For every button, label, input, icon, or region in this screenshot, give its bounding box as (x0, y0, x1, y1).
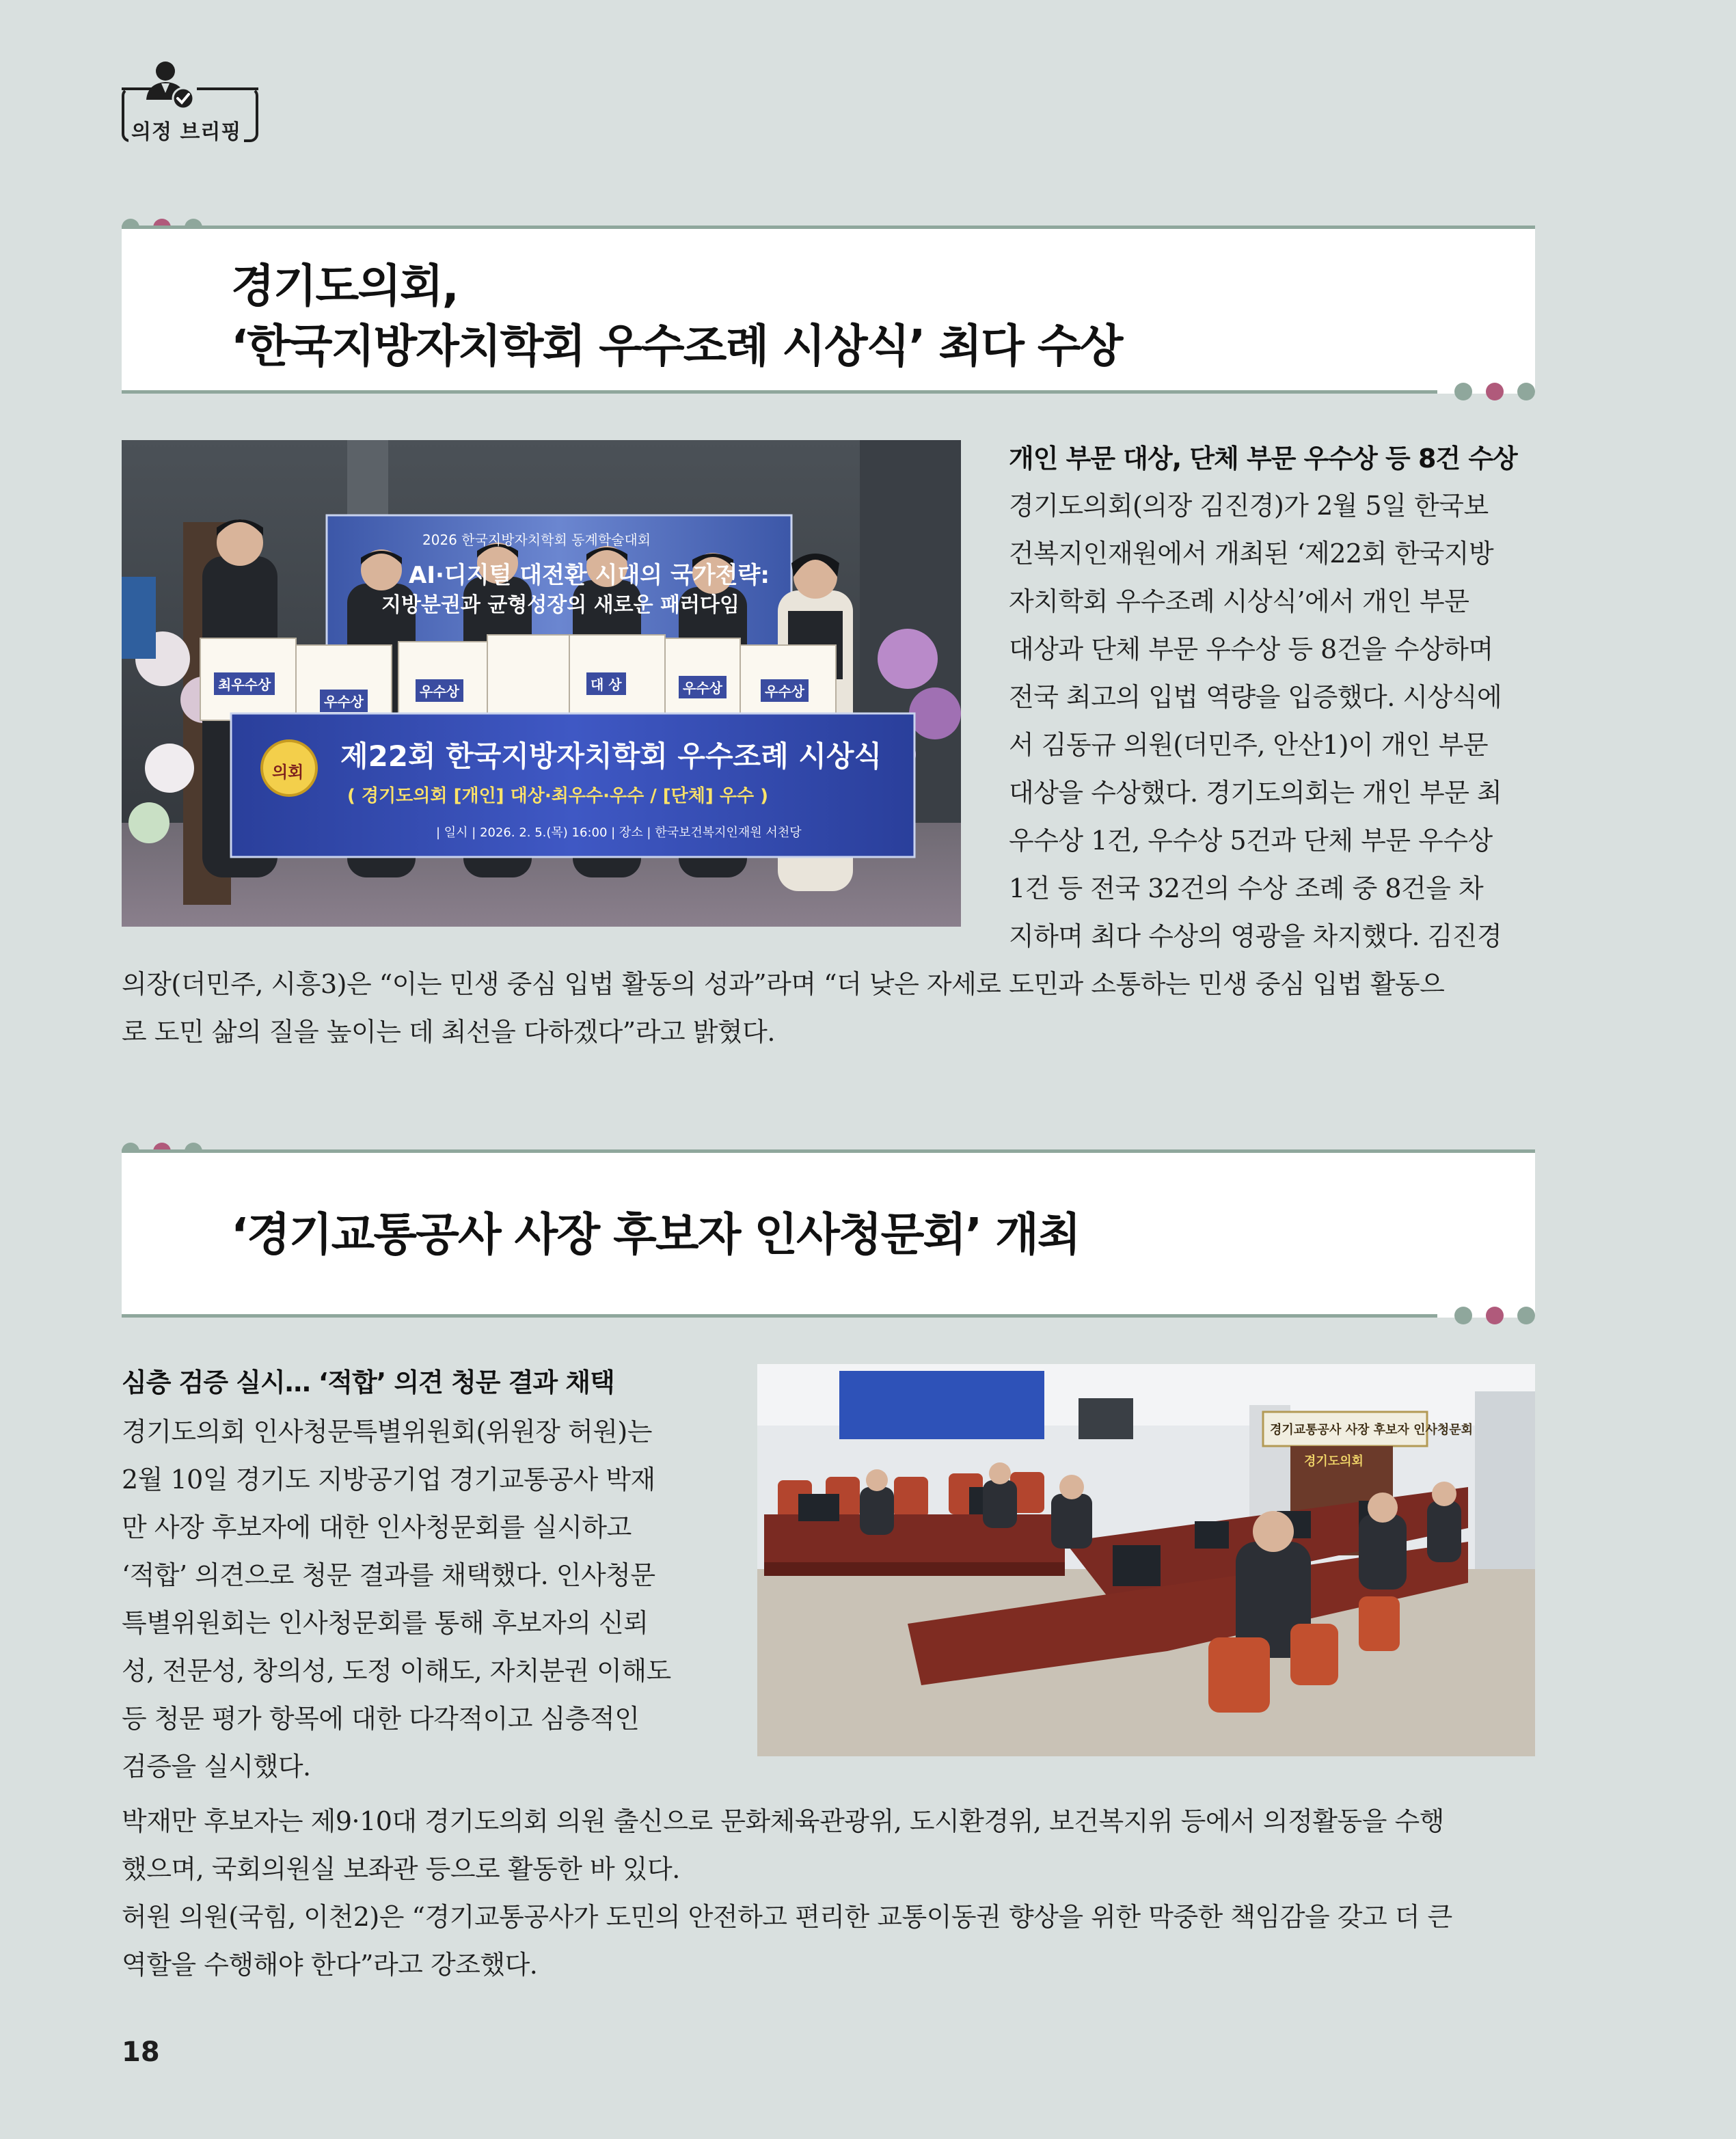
body-line: 경기도의회 인사청문특별위원회(위원장 허원)는 (122, 1417, 652, 1447)
body-line: 경기도의회(의장 김진경)가 2월 5일 한국보 (1009, 491, 1489, 521)
cert-label-4: 대 상 (586, 672, 626, 695)
body-line: 전국 최고의 입법 역량을 입증했다. 시상식에 (1009, 682, 1502, 712)
article1-body-full (122, 960, 1535, 1056)
banner-info: | 일시 | 2026. 2. 5.(목) 16:00 | 장소 | 한국보건복지인재원 서천당 (436, 826, 802, 840)
person-check-icon (144, 60, 198, 115)
body-line: 역할을 수행해야 한다”라고 강조했다. (122, 1950, 538, 1980)
body-line: 자치학회 우수조례 시상식’에서 개인 부문 (1009, 586, 1469, 616)
section-badge (109, 60, 260, 142)
body-line: 지하며 최다 수상의 영광을 차지했다. 김진경 (1009, 921, 1502, 951)
body-line: 만 사장 후보자에 대한 인사청문회를 실시하고 (122, 1512, 632, 1542)
cert-label-6: 우수상 (761, 679, 809, 702)
article2-subhead: 심층 검증 실시… ‘적합’ 의견 청문 결과 채택 (122, 1367, 614, 1398)
body-line: 로 도민 삶의 질을 높이는 데 최선을 다하겠다”라고 밝혔다. (122, 1017, 775, 1047)
decor-dots-bottom-1 (1454, 383, 1535, 400)
article2-body-left (122, 1408, 709, 1790)
body-line: 대상을 수상했다. 경기도의회는 개인 부문 최 (1009, 778, 1502, 808)
body-line: 등 청문 평가 항목에 대한 다각적이고 심층적인 (122, 1704, 640, 1734)
cert-label-5: 우수상 (679, 676, 727, 698)
banner-title: 제22회 한국지방자치학회 우수조례 시상식 (340, 739, 882, 773)
body-line: 우수상 1건, 우수상 5건과 단체 부문 우수상 (1009, 826, 1493, 856)
award-ceremony-photo (122, 440, 961, 927)
body-line: 검증을 실시했다. (122, 1752, 311, 1782)
body-line: ‘적합’ 의견으로 청문 결과를 채택했다. 인사청문 (122, 1560, 655, 1590)
body-line: 1건 등 전국 32건의 수상 조례 중 8건을 차 (1009, 873, 1484, 903)
backdrop-line1: AI·디지털 대전환 시대의 국가전략: (409, 562, 770, 589)
body-line: 대상과 단체 부문 우수상 등 8건을 수상하며 (1009, 634, 1493, 664)
article1-title (231, 256, 1122, 377)
cert-label-3: 우수상 (416, 679, 463, 702)
cert-label-1: 최우수상 (214, 672, 275, 695)
body-line: 2월 10일 경기도 지방공기업 경기교통공사 박재 (122, 1464, 655, 1495)
body-line: 서 김동규 의원(더민주, 안산1)이 개인 부문 (1009, 730, 1489, 760)
hearing-banner: 경기교통공사 사장 후보자 인사청문회 (1270, 1423, 1474, 1437)
body-line: 성, 전문성, 창의성, 도정 이해도, 자치분권 이해도 (122, 1656, 671, 1686)
backdrop-line2: 지방분권과 균형성장의 새로운 패러다임 (381, 593, 740, 617)
cert-label-2: 우수상 (320, 690, 368, 712)
backdrop-small-title: 2026 한국지방자치학회 동계학술대회 (422, 532, 651, 548)
article1-title-line1: 경기도의회, (231, 260, 458, 312)
body-line: 건복지인재원에서 개최된 ‘제22회 한국지방 (1009, 539, 1494, 569)
hearing-room-photo (757, 1364, 1535, 1756)
banner-seal: 의회 (272, 763, 304, 782)
podium-label: 경기도의회 (1304, 1454, 1364, 1469)
article2-body-full (122, 1797, 1535, 1989)
body-line: 했으며, 국회의원실 보좌관 등으로 활동한 바 있다. (122, 1854, 680, 1884)
body-line: 허원 의원(국힘, 이천2)은 “경기교통공사가 도민의 안전하고 편리한 교통이동권 향상을 위한 막중한 책임감을 갖고 더 큰 (122, 1902, 1452, 1932)
body-line: 특별위원회는 인사청문회를 통해 후보자의 신뢰 (122, 1608, 649, 1638)
decor-dots-bottom-2 (1454, 1307, 1535, 1324)
page-number: 18 (122, 2036, 160, 2068)
article1-body-right (1009, 482, 1535, 960)
article1-title-line2: ‘한국지방자치학회 우수조례 시상식’ 최다 수상 (231, 320, 1122, 372)
article1-title-box (122, 226, 1535, 394)
article1-subhead: 개인 부문 대상, 단체 부문 우수상 등 8건 수상 (1009, 444, 1517, 474)
section-label: 의정 브리핑 (128, 115, 244, 145)
body-line: 의장(더민주, 시흥3)은 “이는 민생 중심 입법 활동의 성과”라며 “더 낮은 자세로 도민과 소통하는 민생 중심 입법 활동으 (122, 969, 1445, 999)
article2-title: ‘경기교통공사 사장 후보자 인사청문회’ 개최 (231, 1208, 1080, 1261)
banner-subtitle: ( 경기도의회 [개인] 대상·최우수·우수 / [단체] 우수 ) (347, 786, 768, 806)
body-line: 박재만 후보자는 제9·10대 경기도의회 의원 출신으로 문화체육관광위, 도시환경위, 보건복지위 등에서 의정활동을 수행 (122, 1806, 1444, 1836)
article2-title-box (122, 1149, 1535, 1318)
